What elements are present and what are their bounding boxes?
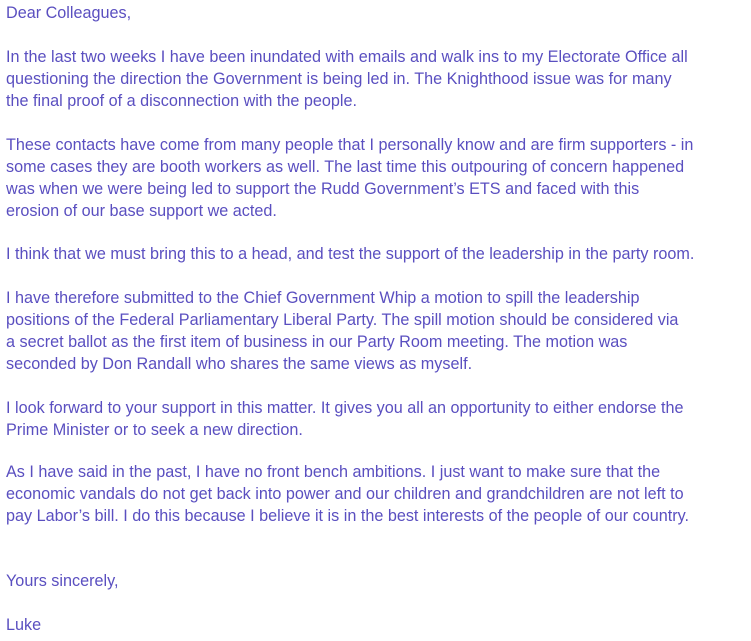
paragraph-line: In the last two weeks I have been inundated with emails and walk ins to my Electorate Office all: [6, 48, 688, 66]
paragraph-line: some cases they are booth workers as well. The last time this outpouring of concern happened: [6, 158, 685, 176]
paragraph-line: Prime Minister or to seek a new direction.: [6, 421, 303, 439]
paragraph-line: was when we were being led to support the Rudd Government’s ETS and faced with this: [6, 180, 640, 198]
paragraph-line: seconded by Don Randall who shares the same views as myself.: [6, 355, 473, 373]
paragraph-6: [6, 461, 689, 527]
closing: Yours sincerely,: [6, 572, 119, 590]
paragraph-line: positions of the Federal Parliamentary Liberal Party. The spill motion should be considered via: [6, 311, 679, 329]
paragraph-1: [6, 46, 688, 112]
paragraph-line: pay Labor’s bill. I do this because I believe it is in the best interests of the people of our country.: [6, 507, 689, 525]
signature: Luke: [6, 616, 42, 634]
paragraph-5: [6, 397, 684, 441]
paragraph-3: [6, 243, 694, 265]
paragraph-line: As I have said in the past, I have no front bench ambitions. I just want to make sure that the: [6, 463, 661, 481]
paragraph-line: a secret ballot as the first item of business in our Party Room meeting. The motion was: [6, 333, 628, 351]
paragraph-line: questioning the direction the Government is being led in. The Knighthood issue was for many: [6, 70, 672, 88]
paragraph-line: I have therefore submitted to the Chief Government Whip a motion to spill the leadership: [6, 289, 640, 307]
paragraph-line: I look forward to your support in this matter. It gives you all an opportunity to either endorse the: [6, 399, 684, 417]
paragraph-line: economic vandals do not get back into power and our children and grandchildren are not left to: [6, 485, 684, 503]
paragraph-line: These contacts have come from many people that I personally know and are firm supporters - in: [6, 136, 694, 154]
greeting: Dear Colleagues,: [6, 4, 132, 22]
paragraph-line: I think that we must bring this to a head, and test the support of the leadership in the party room.: [6, 245, 695, 263]
paragraph-4: [6, 287, 678, 375]
paragraph-2: [6, 134, 693, 222]
paragraph-line: erosion of our base support we acted.: [6, 202, 277, 220]
paragraph-line: the final proof of a disconnection with the people.: [6, 92, 357, 110]
